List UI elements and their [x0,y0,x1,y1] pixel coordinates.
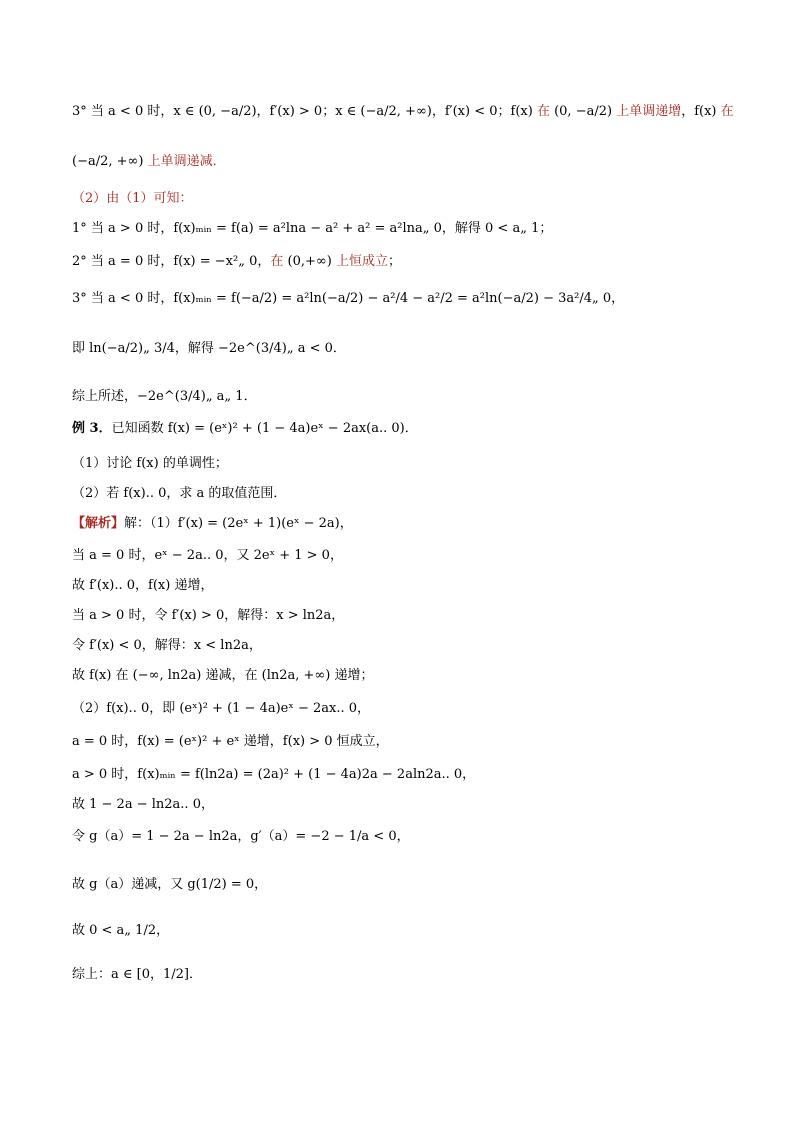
text-span: (−a/2, +∞) [72,154,148,169]
text-line [72,966,732,984]
text-line [72,876,732,894]
text-span: 即 ln(−a/2)„ 3/4，解得 −2e^(3/4)„ a < 0． [72,341,346,356]
text-span: (0, −a/2) [549,104,617,119]
text-span: 解：（1）f′(x) = (2eˣ + 1)(eˣ − 2a)， [124,516,353,531]
text-line [72,577,732,595]
text-line [72,796,732,814]
text-span: 已知函数 f(x) = (eˣ)² + (1 − 4a)eˣ − 2ax(a.. 0)． [111,421,418,436]
text-line [72,828,732,846]
text-span: 故 f′(x).. 0，f(x) 递增， [72,578,214,593]
text-line [72,637,732,655]
text-line [72,388,732,406]
text-span: 令 f′(x) < 0，解得：x < ln2a， [72,638,262,653]
text-span: 上恒成立 [335,254,388,269]
text-span: a = 0 时，f(x) = (eˣ)² + eˣ 递增，f(x) > 0 恒成立， [72,734,389,749]
text-line [72,103,732,121]
text-span: 在 [720,104,734,119]
text-line [72,667,732,685]
text-span: 3° 当 a < 0 时，x ∈ (0, −a/2)，f′(x) > 0；x ∈ (−a/2, +∞)，f′(x) < 0；f(x) [72,104,537,119]
text-line [72,700,732,718]
text-line [72,485,732,503]
text-line [72,733,732,751]
text-span: 令 g（a）= 1 − 2a − ln2a，g′（a）= −2 − 1/a < 0， [72,829,410,844]
text-line [72,547,732,565]
text-span: （2）由（1）可知： [72,191,193,206]
text-span: 当 a = 0 时，eˣ − 2a.. 0，又 2eˣ + 1 > 0， [72,548,343,563]
text-line [72,153,732,171]
text-line [72,220,732,238]
text-span: 在 [536,104,550,119]
text-line [72,290,732,308]
text-span: 3° 当 a < 0 时，f(x)ₘᵢₙ = f(−a/2) = a²ln(−a/2) − a²/4 − a²/2 = a²ln(−a/2) − 3a²/4„ 0， [72,291,625,306]
text-span: ； [387,254,401,269]
text-span: 【解析】 [72,516,125,531]
text-span: 1° 当 a > 0 时，f(x)ₘᵢₙ = f(a) = a²lna − a² + a² = a²lna„ 0，解得 0 < a„ 1； [72,221,553,236]
text-span: 综上：a ∈ [0，1/2]． [72,967,202,982]
text-span: 上单调递增 [616,104,682,119]
text-span: 综上所述，−2e^(3/4)„ a„ 1． [72,389,257,404]
text-line [72,190,732,208]
text-span: 当 a > 0 时，令 f′(x) > 0，解得：x > ln2a， [72,608,345,623]
text-span: （2）若 f(x).. 0，求 a 的取值范围． [72,486,287,501]
text-span: 故 0 < a„ 1/2， [72,923,170,938]
text-line [72,515,732,533]
text-line [72,420,732,438]
text-span: a > 0 时，f(x)ₘᵢₙ = f(ln2a) = (2a)² + (1 − 4a)2a − 2aln2a.. 0， [72,767,476,782]
text-span: 在 [270,254,284,269]
text-span: (0,+∞) [283,254,336,269]
text-span: （1）讨论 f(x) 的单调性； [72,456,228,471]
text-line [72,766,732,784]
text-span: 例 3． [72,421,112,436]
text-line [72,922,732,940]
text-span: ，f(x) [681,104,721,119]
text-line [72,607,732,625]
text-span: （2）f(x).. 0，即 (eˣ)² + (1 − 4a)eˣ − 2ax.. 0， [72,701,371,716]
text-line [72,253,732,271]
text-span: 故 1 − 2a − ln2a.. 0， [72,797,214,812]
text-span: 故 g（a）递减，又 g(1/2) = 0， [72,877,268,892]
text-span: 2° 当 a = 0 时，f(x) = −x²„ 0， [72,254,271,269]
text-span: 上单调递减． [147,154,226,169]
text-line [72,340,732,358]
text-line [72,455,732,473]
text-span: 故 f(x) 在 (−∞, ln2a) 递减，在 (ln2a, +∞) 递增； [72,668,374,683]
